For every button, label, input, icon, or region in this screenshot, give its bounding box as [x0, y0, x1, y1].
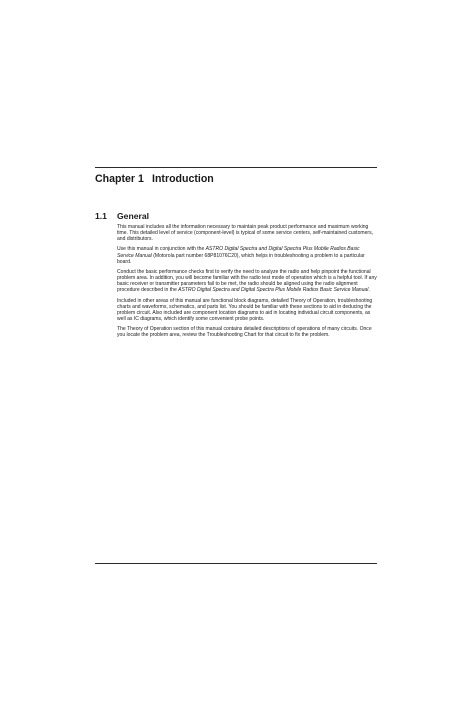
section-number: 1.1 [95, 211, 107, 221]
section-title: General [117, 211, 150, 221]
bottom-rule [95, 563, 377, 564]
paragraph-text: Use this manual in conjunction with the [117, 246, 206, 253]
chapter-number: Chapter 1 [95, 173, 144, 185]
manual-title-reference: ASTRO Digital Spectra and Digital Spectra Plus Mobile Radios Basic Service Manual [178, 287, 369, 294]
top-rule [95, 167, 377, 168]
paragraph-text: (Motorola part number 68P81076C20), which helps in troubleshooting a problem to a particular board. [117, 252, 365, 265]
section-body [117, 224, 377, 342]
paragraph-theory-of-operation: The Theory of Operation section of this manual contains detailed descriptions of operations of many circuits. Once you locate the problem area, review the Troubleshooting Chart for that circuit to fix the problem. [117, 326, 372, 339]
section-heading [95, 211, 149, 222]
paragraph-text: . [368, 287, 370, 294]
paragraph-text: Conduct the basic performance checks first to verify the need to analyze the radio and help pinpoint the functional problem area. In addition, you will become familiar with the radio test mode of operation which is a helpful tool. If any basic receiver or transmitter parameters fail to be met, the radio should be aligned using the radio alignment procedure described in the [117, 268, 377, 294]
paragraph-performance-checks [117, 269, 377, 293]
chapter-title: Introduction [152, 173, 214, 185]
chapter-heading [95, 173, 377, 186]
paragraph-companion-manual [117, 246, 377, 264]
paragraph-manual-contents: Included in other areas of this manual are functional block diagrams, detailed Theory of Operation, troubleshooting charts and waveforms, schematics, and parts list. You should be familiar with these sections to aid in deducing the problem circuit. Also included are component location diagrams to aid in locating individual circuit components, as well as IC diagrams, which identify some convenient probe points. [117, 297, 373, 322]
manual-title-reference: ASTRO Digital Spectra and Digital Spectra Plus Mobile Radios Basic Service Manual [117, 246, 360, 259]
paragraph-scope: This manual includes all the information necessary to maintain peak product performance and maximum working time. This detailed level of service (component-level) is typical of some service centers, self-maintained customers, and distributors. [117, 224, 373, 243]
